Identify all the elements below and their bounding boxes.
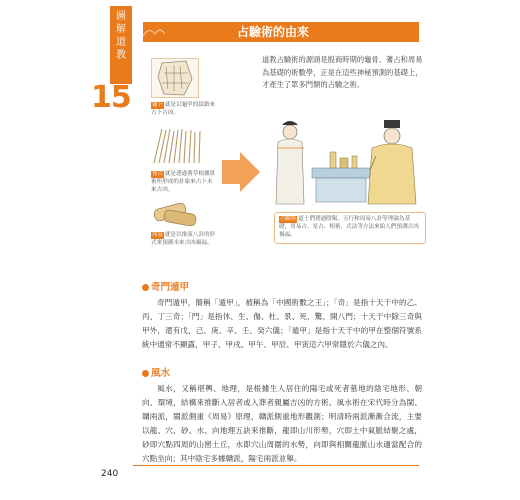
caption-tag: 蓍占: [152, 171, 163, 177]
caption-tag: 占驗術: [280, 216, 297, 222]
page-title: 占驗術的由來: [237, 25, 310, 39]
scene-caption-box: [274, 212, 426, 244]
section-heading: [142, 279, 189, 293]
side-tab-char: 道: [116, 37, 126, 48]
caption-text: 道士們透過陰陽、五行和周易八卦等理論為基礎，用易占、星占、相術、式法等方法來給人們預測吉凶禍福。: [279, 216, 419, 239]
page-number: 240: [101, 469, 119, 479]
section-header-bar: [143, 22, 419, 42]
side-tab-char: 圖: [116, 11, 126, 22]
chapter-number: 15: [91, 80, 131, 115]
section-heading-text: 奇門遁甲: [151, 282, 190, 293]
section-body: 奇門遁甲，簡稱「遁甲」，被稱為「中國術數之王」；「奇」是指十天干中的乙、丙、丁三奇；「門」是指休、生、傷、杜、景、死、驚、開八門；十天干中除三奇與甲外，還有戊、己、庚、辛、壬、癸六儀；「遁甲」是指十天干中的甲在整個符號系統中通常不顯露，甲子、甲戌、甲午、甲辰、甲寅這六甲常隱於六儀之內。: [142, 298, 422, 349]
oracle-bone-illustration: [151, 58, 199, 98]
tortoise-shell-icon: [152, 59, 198, 97]
illustration-caption: [151, 231, 217, 247]
illustration-caption: [151, 170, 217, 195]
side-tab-char: 解: [116, 24, 126, 35]
illustration-caption: [151, 101, 217, 117]
bullet-icon: [142, 370, 149, 377]
scene-caption: [279, 215, 421, 240]
caption-tag: 周易: [152, 232, 163, 238]
caption-text: 就是透過蓍草根據算術所形成的卦象來占卜未來吉凶。: [151, 171, 216, 194]
scrolls-illustration: [150, 198, 202, 230]
caption-text: 就是以推演八卦的形式來預測未來吉凶禍福。: [151, 232, 216, 247]
section-heading: [142, 365, 170, 379]
side-tab-char: 教: [116, 50, 126, 61]
caption-tag: 龜卜: [152, 102, 163, 108]
yarrow-sticks-illustration: [150, 127, 206, 165]
intro-paragraph: 道教占驗術的源頭是殷商時期的龜骨、蓍占和周易為基礎的術數學，正是在這些神秘預測的基礎上，才產生了眾多門類的占驗之術。: [262, 55, 423, 89]
section-heading-text: 風水: [151, 368, 171, 379]
caption-text: 就是以龜甲的紋路來占卜吉凶。: [151, 102, 216, 117]
section-body: 風水，又稱堪輿、地理，是根據生人居住的陽宅或死者墓地的陰宅地形、朝向、環境，結構來推斷入居者或入葬者親屬吉凶的方術。風水術在宋代時分為閩、贛兩派，閩派側重《周易》原理，贛派側重地形觀測；明清時兩派漸漸合流，主要以龍、穴、砂、水、向地理五訣來推斷，龍即山川形勢，穴即土中氣脈結聚之處，砂即穴點四周的山巒土丘，水即穴山周圍的水勢，向即與相關龍脈山水適當配合的穴點坐向；其中陰宅多據贛派，陽宅兩派並舉。: [142, 384, 422, 463]
footer-rule: [133, 465, 419, 466]
divination-scene-illustration: [264, 108, 424, 212]
chapter-side-tab: [110, 6, 132, 84]
flow-arrow-icon: [218, 150, 262, 194]
header-cloud-ornament: [141, 22, 171, 42]
bullet-icon: [142, 284, 149, 291]
